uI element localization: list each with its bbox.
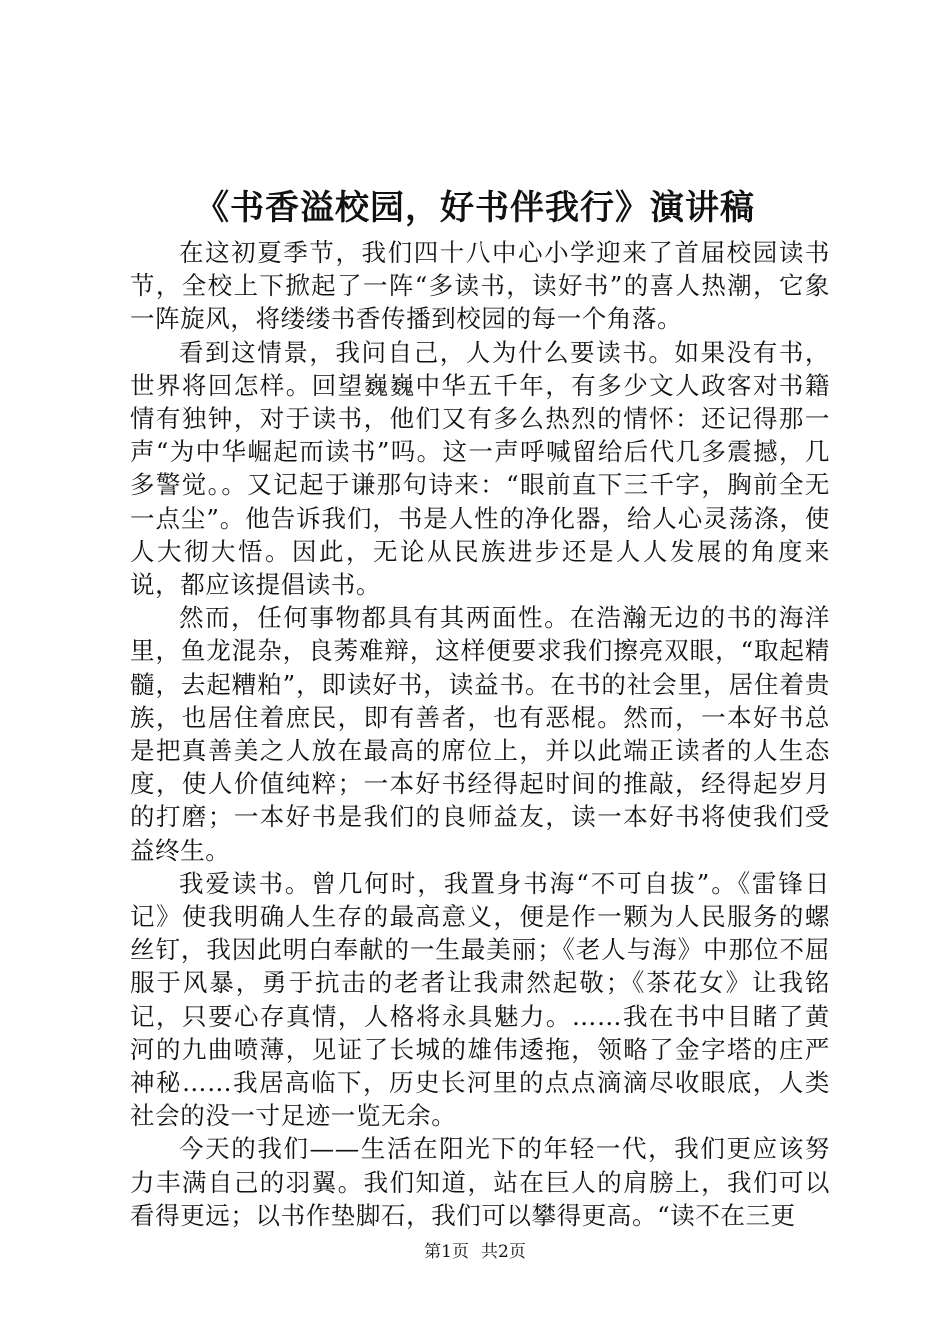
paragraph: 今天的我们——生活在阳光下的年轻一代，我们更应该努力丰满自己的羽翼。我们知道，站在巨人的肩膀上，我们可以看得更远；以书作垫脚石，我们可以攀得更高。“读不在三更 [130,1134,830,1230]
paragraph: 然而，任何事物都具有其两面性。在浩瀚无边的书的海洋里，鱼龙混杂，良莠难辩，这样便要求我们擦亮双眼，“取起精髓，去起糟粕”，即读好书，读益书。在书的社会里，居住着贵族，也居住着庶民，即有善者，也有恶棍。然而，一本好书总是把真善美之人放在最高的席位上，并以此端正读者的人生态度，使人价值纯粹；一本好书经得起时间的推敲，经得起岁月的打磨；一本好书是我们的良师益友，读一本好书将使我们受益终生。 [130,603,830,865]
paragraph: 我爱读书。曾几何时，我置身书海“不可自拔”。《雷锋日记》使我明确人生存的最高意义，便是作一颗为人民服务的螺丝钉，我因此明白奉献的一生最美丽；《老人与海》中那位不屈服于风暴，勇于抗击的老者让我肃然起敬；《茶花女》让我铭记，只要心存真情，人格将永具魅力。……我在书中目睹了黄河的九曲喷薄，见证了长城的雄伟逶拖，领略了金字塔的庄严神秘……我居高临下，历史长河里的点点滴滴尽收眼底，人类社会的没一寸足迹一览无余。 [130,868,830,1131]
page-number: 第1页 [424,1242,469,1262]
document-title: 《书香溢校园，好书伴我行》演讲稿 [195,188,755,228]
page-total: 共2页 [481,1242,526,1262]
paragraph: 在这初夏季节，我们四十八中心小学迎来了首届校园读书节，全校上下掀起了一阵“多读书，读好书”的喜人热潮，它象一阵旋风，将缕缕书香传播到校园的每一个角落。 [130,238,830,334]
document-body [130,236,830,1232]
paragraph: 看到这情景，我问自己，人为什么要读书。如果没有书，世界将回怎样。回望巍巍中华五千年，有多少文人政客对书籍情有独钟，对于读书，他们又有多么热烈的情怀：还记得那一声“为中华崛起而读书”吗。这一声呼喊留给后代几多震撼，几多警觉。。又记起于谦那句诗来：“眼前直下三千字，胸前全无一点尘”。他告诉我们，书是人性的净化器，给人心灵荡涤，使人大彻大悟。因此，无论从民族进步还是人人发展的角度来说，都应该提倡读书。 [130,337,830,600]
page-footer [0,1240,950,1264]
